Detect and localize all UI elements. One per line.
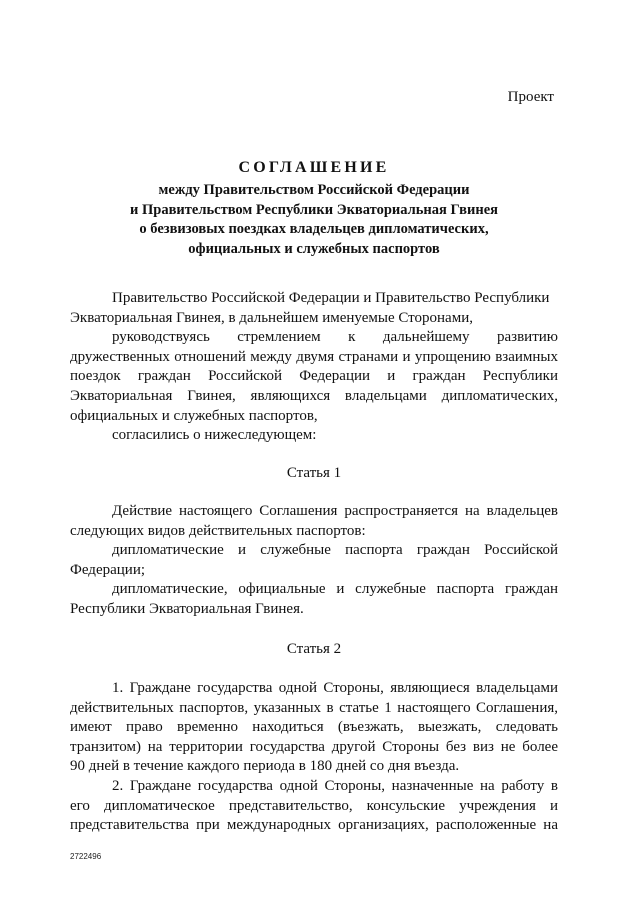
article-1-line: дипломатические и служебные паспорта граждан Российской	[112, 542, 558, 559]
agreement-title-block	[70, 158, 558, 259]
preamble-line: Экваториальная Гвинея, в дальнейшем именуемые Сторонами,	[70, 309, 473, 326]
title-line: о безвизовых поездках владельцев дипломатических,	[139, 221, 489, 237]
article-2-line: его дипломатическое представительство, консульские учреждения и	[70, 797, 558, 814]
article-1-line: Действие настоящего Соглашения распространяется на владельцев	[112, 503, 558, 519]
preamble-line: поездок граждан Российской Федерации и граждан Республики	[70, 368, 558, 385]
document-code: 2722496	[70, 852, 102, 861]
article-2-line: транзитом) на территории государства другой Стороны без виз не более	[70, 738, 558, 755]
preamble-line: Правительство Российской Федерации и Правительство Республики	[112, 290, 550, 306]
article-2-body	[70, 679, 558, 836]
preamble-line: официальных и служебных паспортов,	[70, 407, 318, 424]
article-2-line: 2. Граждане государства одной Стороны, назначенные на работу в	[112, 777, 558, 794]
article-2-line: действительных паспортов, указанных в статье 1 настоящего Соглашения,	[70, 699, 558, 716]
article-2-heading: Статья 2	[286, 641, 342, 657]
title-line: и Правительством Республики Экваториальная Гвинея	[130, 201, 498, 218]
article-1-line: Федерации;	[70, 561, 146, 578]
preamble-line: руководствуясь стремлением к дальнейшему развитию	[112, 329, 558, 346]
article-2-line: 1. Граждане государства одной Стороны, являющиеся владельцами	[112, 680, 558, 696]
preamble-line: Экваториальная Гвинея, являющихся владельцами дипломатических,	[70, 387, 558, 404]
article-1-line: Республики Экваториальная Гвинея.	[70, 600, 304, 617]
title-line: официальных и служебных паспортов	[188, 240, 440, 257]
article-1-line: следующих видов действительных паспортов:	[70, 522, 366, 539]
article-2-line: имеют право временно находиться (въезжать, выезжать, следовать	[70, 719, 558, 736]
draft-label: Проект	[507, 89, 554, 105]
article-1-heading: Статья 1	[286, 465, 342, 481]
agreement-title: СОГЛАШЕНИЕ	[238, 159, 390, 176]
preamble	[70, 289, 558, 446]
article-2-line: 90 дней в течение каждого периода в 180 дней со дня въезда.	[70, 758, 460, 775]
article-1-line: дипломатические, официальные и служебные паспорта граждан	[112, 581, 558, 598]
preamble-line: дружественных отношений между двумя странами и упрощению взаимных	[70, 348, 558, 365]
preamble-line: согласились о нижеследующем:	[112, 427, 317, 444]
article-2-line: представительства при международных организациях, расположенные на	[70, 817, 558, 834]
title-line: между Правительством Российской Федерации	[158, 182, 470, 198]
article-1-body	[70, 502, 558, 620]
